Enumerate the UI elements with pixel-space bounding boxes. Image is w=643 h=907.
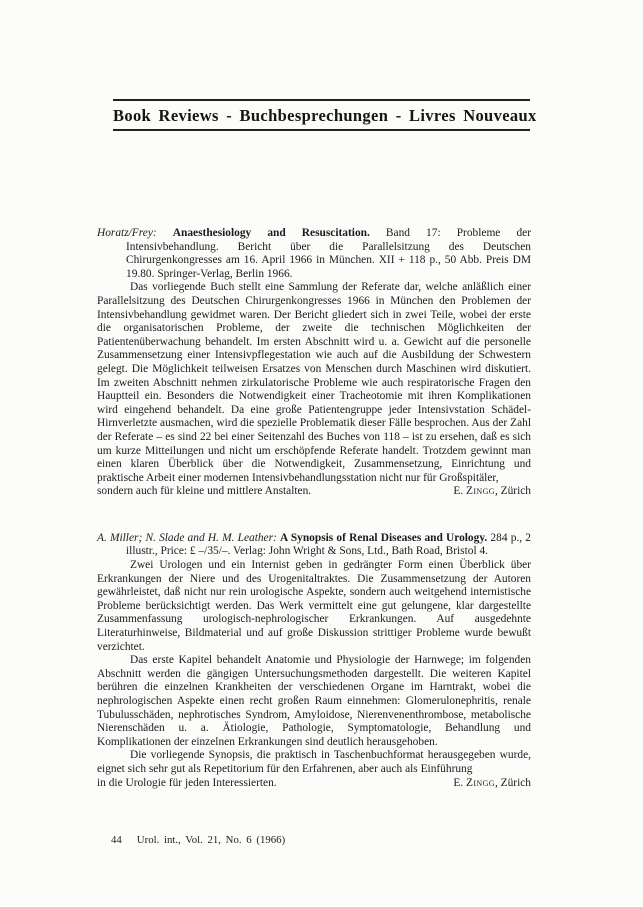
review-paragraph: Zwei Urologen und ein Internist geben in gedrängter Form einen Überblick über Erkrankungen der Niere und des Urogenitaltraktes. Die Zusammensetzung der Autoren gewährleistet, daß nicht nur rein urologische Aspekte, sondern auch weitgehend internistische Probleme berücksichtigt werden. Das Werk vermittelt eine gut gelungene, klar dargestellte Zusammenfassung urologisch-nephrologischer Erkrankungen. Auf ausgedehnte Literaturhinweise, Bildmaterial und auf große Diskussion strittiger Probleme wurde bewußt verzichtet. (97, 559, 531, 653)
book-review-anaesthesiology (97, 227, 531, 499)
citation-details: 284 p., 2 illustr., Price: £ –/35/–. Verlag: John Wright & Sons, Ltd., Bath Road, Bristol 4. (126, 531, 531, 558)
citation (97, 227, 531, 281)
reviewer-name: Zingg (465, 485, 495, 498)
citation-authors: A. Miller; N. Slade and H. M. Leather: (97, 531, 277, 544)
reviewer-signature (453, 485, 531, 499)
reviews-content (97, 227, 531, 790)
signature-row (97, 777, 531, 791)
book-review-renal-synopsis (97, 532, 531, 790)
signature-row (97, 485, 531, 499)
reviewer-initials: E. (453, 485, 466, 498)
citation (97, 532, 531, 559)
journal-footer (111, 834, 285, 846)
journal-reference: Urol. int., Vol. 21, No. 6 (1966) (136, 834, 286, 846)
citation-book-title: A Synopsis of Renal Diseases and Urology. (280, 531, 488, 544)
review-paragraph: Das vorliegende Buch stellt eine Sammlung der Referate dar, welche anläßlich einer Parallelsitzung des Deutschen Chirurgenkongresses 1966 in München den Problemen der Intensivbehandlung gewidmet waren. Der Bericht gliedert sich in zwei Teile, wobei der erste die organisatorischen Probleme, der zweite die technischen Möglichkeiten der Patientenüberwachung behandelt. Im ersten Abschnitt wird u. a. Gewicht auf die personelle Zusammensetzung einer Intensivpflegestation wie auch auf die Ausbildung der Schwestern gelegt. Die Möglichkeit teilweisen Ersatzes von Menschen durch Maschinen wird diskutiert. Im zweiten Abschnitt nehmen zirkulatorische Probleme wie auch respiratorische Fragen den Hauptteil ein. Besonders die Notwendigkeit einer Tracheotomie mit ihren Komplikationen wird eingehend behandelt. Da eine große Patientengruppe jeder Intensivstation Schädel-Hirnverletzte ausmachen, wird die spezielle Problematik dieser Fälle besprochen. Aus der Zahl der Referate – es sind 22 bei einer Seitenzahl des Buches von 118 – ist zu ersehen, daß es sich um kurze Mitteilungen und nicht um erschöpfende Referate handelt. Trotzdem gewinnt man einen klaren Überblick über die Notwendigkeit, Zusammensetzung, Einrichtung und praktische Arbeit einer modernen Intensivbehandlungsstation nicht nur für Großspitäler, (97, 281, 531, 484)
citation-authors: Horatz/Frey: (97, 227, 157, 239)
reviewer-signature (453, 777, 531, 791)
closing-line: in die Urologie für jeden Interessierten. (97, 776, 277, 789)
section-masthead (113, 99, 537, 131)
citation-book-title: Anaesthesiology and Resuscitation. (172, 227, 370, 239)
section-title: Book Reviews - Buchbesprechungen - Livres Nouveaux (113, 106, 537, 125)
citation-details: Band 17: Probleme der Intensivbehandlung. Bericht über die Parallelsitzung des Deutschen Chirurgenkongresses am 16. April 1966 in München. XII + 118 p., 50 Abb. Preis DM 19.80. Springer-Verlag, Berlin 1966. (126, 227, 531, 280)
page-number: 44 (111, 834, 122, 846)
reviewer-place: , Zürich (494, 776, 531, 789)
review-paragraph: Die vorliegende Synopsis, die praktisch in Taschenbuchformat herausgegeben wurde, eignet sich sehr gut als Repetitorium für den Erfahrenen, aber auch als Einführung (97, 749, 531, 775)
closing-line: sondern auch für kleine und mittlere Anstalten. (97, 485, 312, 498)
reviewer-name: Zingg (465, 776, 495, 789)
reviewer-place: , Zürich (494, 485, 531, 498)
reviewer-initials: E. (453, 776, 466, 789)
review-paragraph: Das erste Kapitel behandelt Anatomie und Physiologie der Harnwege; im folgenden Abschnitt werden die gängigen Untersuchungsmethoden dargestellt. Die weiteren Kapitel berühren die einzelnen Krankheiten der verschiedenen Organe im Harntrakt, wobei die nephrologischen Aspekte einen recht großen Raum einnehmen: Glomerulonephritis, renale Tubulusschäden, nephrotisches Syndrom, Amyloidose, Nierenvenenthrombose, metabolische Nierenschäden u. a. Ätiologie, Pathologie, Symptomatologie, Behandlung und Komplikationen der einzelnen Erkrankungen sind deutlich herausgehoben. (97, 654, 531, 748)
